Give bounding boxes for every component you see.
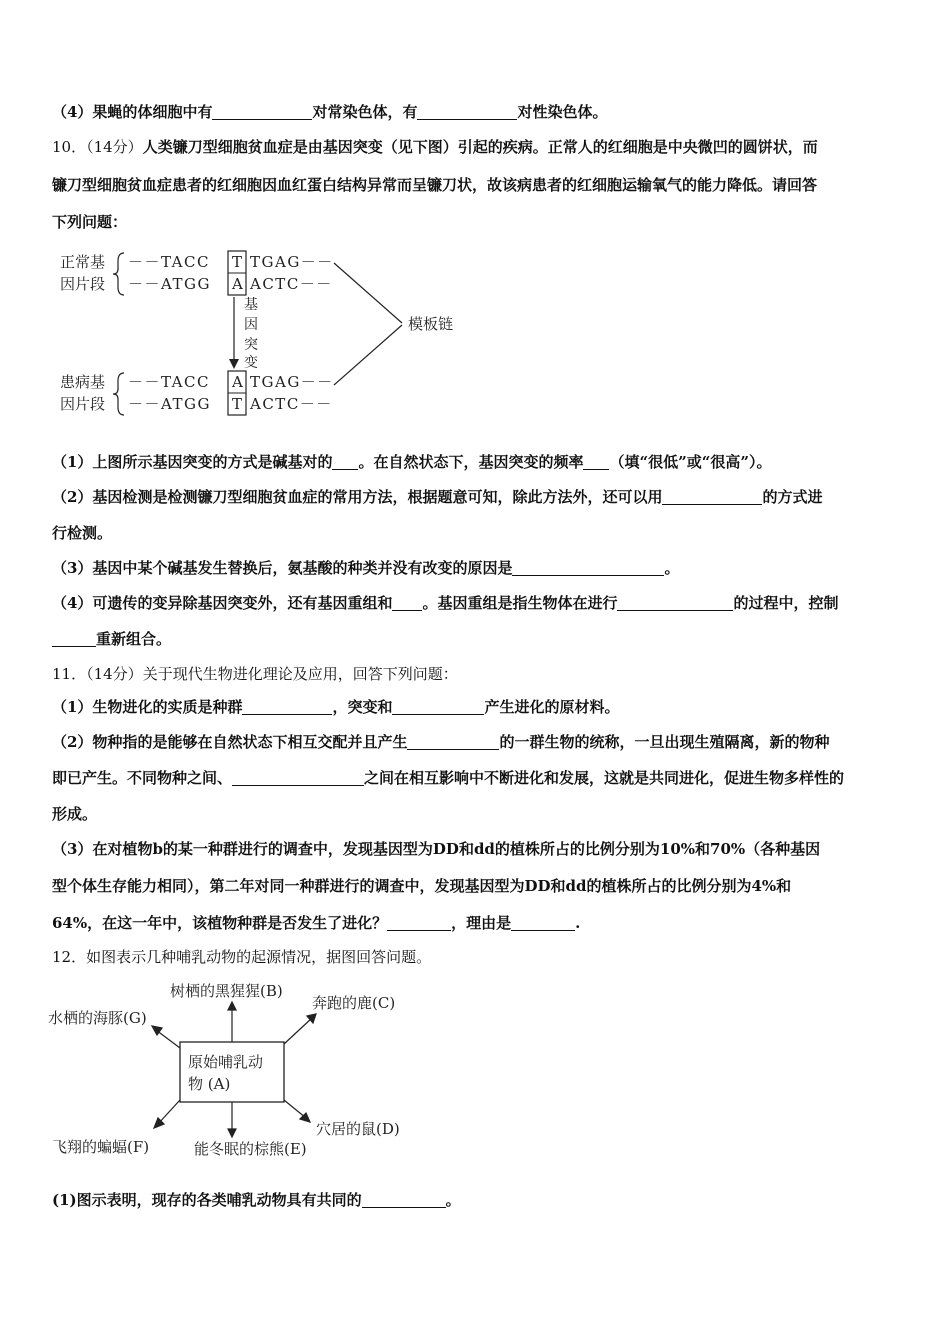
q10-number: 10．（14分） [52,138,143,156]
q11-part2 [52,732,910,752]
arrow-to-deer [284,1018,312,1044]
arrowhead-bear [228,1129,236,1137]
ancestor-label-2: 物 (A) [188,1075,231,1093]
q11-stem-text: 关于现代生物进化理论及应用，回答下列问题： [142,665,458,683]
q11-2-text-b: 的一群生物的统称，一旦出现生殖隔离，新的物种 [499,733,830,751]
label-deer-c: 奔跑的鹿(C) [312,994,396,1012]
q11-2-text-d: 之间在相互影响中不断进化和发展，这就是共同进化，促进生物多样性的 [364,769,845,787]
answer-blank[interactable] [392,698,484,715]
answer-blank[interactable] [387,914,451,931]
q10-2-text-c: 行检测。 [52,524,113,542]
arrowhead-chimpanzee [228,1002,236,1010]
label-chimpanzee-b: 树栖的黑猩猩(B) [170,982,283,1000]
patient-top-post: TGAG－－ [250,373,334,391]
arrow-to-mouse [284,1100,306,1118]
mutation-label-2: 因 [244,317,258,333]
q10-part3 [52,558,910,578]
gene-mutation-figure [52,247,492,427]
arrow-to-bat [158,1100,180,1124]
normal-brace [113,253,124,295]
q10-4-text-d: 重新组合。 [96,630,172,648]
mutation-label-4: 变 [244,355,258,371]
q11-part2-cont2 [52,804,910,824]
q9-4-text-b: 对常染色体，有 [312,103,418,121]
answer-blank[interactable] [332,453,358,470]
q11-part3-cont2 [52,913,910,933]
q10-part4 [52,593,910,613]
label-bear-e: 能冬眠的棕熊(E) [194,1140,307,1158]
label-bat-f: 飞翔的蝙蝠(F) [52,1138,150,1156]
q11-part3-cont1 [52,876,910,896]
q11-1-text-b: ，突变和 [332,698,393,716]
q12-stem [52,947,910,967]
q10-1-text-b: 。在自然状态下，基因突变的频率 [358,453,584,471]
q10-2-text-a: （2）基因检测是检测镰刀型细胞贫血症的常用方法，根据题意可知，除此方法外，还可以用 [52,488,663,506]
ancestor-box [180,1042,284,1102]
q11-3-text-d: ，理由是 [451,914,512,932]
patient-bottom-boxed: T [232,395,244,413]
q9-part4 [52,102,910,122]
answer-blank[interactable] [617,594,733,611]
q11-number: 11．（14分） [52,665,143,683]
patient-top-pre: －－TACC [128,373,210,391]
q11-part1 [52,697,910,717]
answer-blank[interactable] [662,488,762,505]
mutation-arrowhead [229,359,239,369]
q9-4-text-a: （4）果蝇的体细胞中有 [52,103,213,121]
template-pointer-bottom [334,325,402,385]
q10-2-text-b: 的方式进 [762,488,823,506]
normal-top-pre: －－TACC [128,253,210,271]
q11-1-text-a: （1）生物进化的实质是种群 [52,698,243,716]
q11-3-text-e: . [575,914,581,932]
q10-stem-line1 [52,137,910,157]
answer-blank[interactable] [232,769,364,786]
answer-blank[interactable] [511,914,575,931]
answer-blank[interactable] [242,698,332,715]
arrow-to-dolphin [156,1030,180,1048]
q10-4-text-c: 的过程中，控制 [733,594,839,612]
template-pointer-top [334,263,402,323]
patient-gene-label-2: 因片段 [60,395,106,413]
label-dolphin-g: 水栖的海豚(G) [48,1009,147,1027]
q10-4-text-a: （4）可遗传的变异除基因突变外，还有基因重组和 [52,594,393,612]
template-strand-label: 模板链 [408,315,454,333]
mutation-label-3: 突 [244,337,258,353]
normal-top-post: TGAG－－ [250,253,334,271]
normal-bottom-pre: －－ATGG [128,275,211,293]
answer-blank[interactable] [417,103,517,120]
patient-gene-label-1: 患病基 [60,373,106,391]
q9-4-text-c: 对性染色体。 [517,103,608,121]
q10-stem-1: 人类镰刀型细胞贫血症是由基因突变（见下图）引起的疾病。正常人的红细胞是中央微凹的圆饼状，而 [142,138,818,156]
q11-stem [52,664,910,684]
q12-1-text-a: (1)图示表明，现存的各类哺乳动物具有共同的 [52,1191,362,1209]
q10-stem-3: 下列问题： [52,213,128,231]
mutation-label-1: 基 [244,297,258,313]
q11-part3 [52,839,910,859]
q10-3-text-b: 。 [664,559,680,577]
patient-bottom-pre: －－ATGG [128,395,211,413]
q10-stem-line2 [52,175,910,195]
q10-4-text-b: 。基因重组是指生物体在进行 [422,594,618,612]
answer-blank[interactable] [392,594,422,611]
q10-part1 [52,452,910,472]
answer-blank[interactable] [512,559,664,576]
mammal-origin-figure [44,978,424,1168]
q12-1-text-b: 。 [445,1191,461,1209]
q10-stem-line3 [52,212,910,232]
patient-top-boxed: A [232,373,245,391]
q11-3-text-a: （3）在对植物b的某一种群进行的调查中，发现基因型为DD和dd的植株所占的比例分别为10%和70%（各种基因 [52,840,821,858]
q11-3-text-c: 64%，在这一年中，该植物种群是否发生了进化？ [52,914,388,932]
ancestor-label-1: 原始哺乳动 [188,1053,264,1071]
answer-blank[interactable] [52,630,96,647]
q10-part2 [52,487,910,507]
q11-3-text-b: 型个体生存能力相同），第二年对同一种群进行的调查中，发现基因型为DD和dd的植株所占的比例分别为4%和 [52,877,792,895]
normal-bottom-post: ACTC－－ [250,275,333,293]
q10-part2-cont [52,523,910,543]
q12-stem-text: 12．如图表示几种哺乳动物的起源情况，据图回答问题。 [52,948,432,966]
normal-gene-label-1: 正常基 [60,253,106,271]
patient-brace [113,373,124,415]
patient-bottom-post: ACTC－－ [250,395,333,413]
q11-2-text-c: 即已产生。不同物种之间、 [52,769,233,787]
answer-blank[interactable] [407,733,499,750]
normal-gene-label-2: 因片段 [60,275,106,293]
q10-3-text-a: （3）基因中某个碱基发生替换后，氨基酸的种类并没有改变的原因是 [52,559,513,577]
q10-1-text-c: （填“很低”或“很高”）。 [609,453,772,471]
q10-stem-2: 镰刀型细胞贫血症患者的红细胞因血红蛋白结构异常而呈镰刀状，故该病患者的红细胞运输氧气的能力降低。请回答 [52,176,818,194]
normal-top-boxed: T [232,253,244,271]
answer-blank[interactable] [583,453,609,470]
answer-blank[interactable] [212,103,312,120]
q10-1-text-a: （1）上图所示基因突变的方式是碱基对的 [52,453,333,471]
answer-blank[interactable] [362,1191,446,1208]
q11-part2-cont1 [52,768,910,788]
q11-1-text-c: 产生进化的原材料。 [484,698,620,716]
q11-2-text-a: （2）物种指的是能够在自然状态下相互交配并且产生 [52,733,408,751]
q12-part1 [52,1190,910,1210]
normal-bottom-boxed: A [232,275,245,293]
q10-part4-cont [52,629,910,649]
q11-2-text-e: 形成。 [52,805,98,823]
label-mouse-d: 穴居的鼠(D) [316,1120,400,1138]
